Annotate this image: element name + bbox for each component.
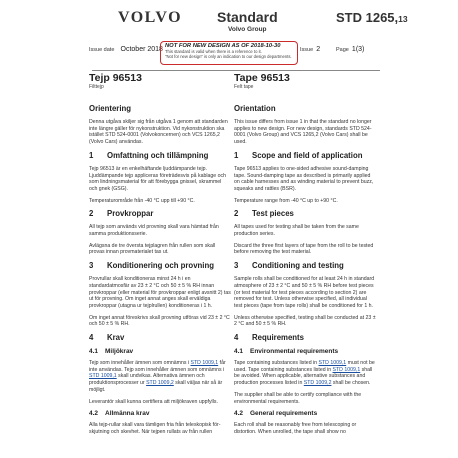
std-1009-1-link[interactable]: STD 1009,1: [332, 366, 361, 373]
swedish-column: [89, 72, 231, 441]
english-section-3-title: Conditioning and testing: [252, 261, 344, 271]
text-segment: shall be avoided. When applicable, alternative substances and production processes listed in: [234, 366, 373, 387]
issue-date-label: Issue date: [89, 47, 115, 53]
english-section-4-2-heading: [234, 410, 376, 417]
english-orientation-text: This issue differs from issue 1 in that the standard no longer applies to new design. For new design, standards STD 524-0001 (Volvo Group) and VCS 1265,2 (Volvo Cars) shall be used.: [234, 119, 372, 146]
swedish-section-4-number: 4: [89, 333, 94, 343]
english-section-1-number: 1: [234, 150, 239, 160]
english-section-4-1-number: 4.1: [234, 348, 244, 356]
volvo-logo: VOLVO: [118, 9, 183, 26]
english-subtitle: Felt tape: [234, 84, 254, 90]
text-segment: skall väljas när så är möjligt.: [89, 380, 223, 393]
english-orientation-heading: Orientation: [234, 104, 276, 113]
swedish-section-3-number: 3: [89, 261, 94, 271]
swedish-section-3-title: Konditionering och provning: [107, 261, 214, 271]
swedish-section-4-1-heading: [89, 348, 231, 355]
swedish-section-2-number: 2: [89, 209, 94, 219]
swedish-section-2-text-2: Avlägsna de tre översta tejplagren från rullen som skall provas innan provmaterialet tas ut.: [89, 242, 216, 256]
notice-heading: NOT FOR NEW DESIGN AS OF 2018-10-30: [165, 43, 281, 49]
issue-date-row: [89, 46, 163, 53]
english-section-1-heading: [234, 151, 376, 160]
english-section-4-1-text-2: The supplier shall be able to certify compliance with the environmental requirements.: [234, 391, 362, 405]
english-section-4-1-text-1: [234, 360, 376, 387]
swedish-section-4-title: Krav: [107, 333, 125, 343]
english-section-4-title: Requirements: [252, 333, 304, 343]
english-section-3-text-2: Unless otherwise specified, testing shall be conducted at 23 ± 2 °C and 50 ± 5 % RH.: [234, 314, 376, 328]
english-section-1-text-2: Temperature range from -40 °C up to +90 °C.: [234, 197, 338, 204]
text-segment: Tape containing substances listed in: [234, 360, 319, 367]
english-section-1-text-1: Tape 96513 applies to one-sided adhesive sound-damping tape. Sound-damping tape as described is primarily applied on cable harnesses and as winding material to prevent buzz, squeaks and rattles (BSR).: [234, 165, 374, 192]
document-type: Standard: [217, 9, 278, 25]
issue-value: 2: [316, 46, 321, 53]
text-segment: får inte användas. Tejp som innehåller ämnen som omnämns i: [89, 360, 226, 373]
issue-row: [300, 46, 320, 53]
swedish-section-3-text-1: Provrullar skall konditioneras minst 24 h i en standardatmosfär av 23 ± 2 °C och 50 ± 5 % RH innan provkroppar (eller material för provkroppar enligt avsnitt 2) tas ut för provning. Om inget annat anges skall erväldiga provkroppar (utagna ur tejplrullen) konditioneras i 1 h.: [89, 276, 231, 309]
english-section-3-text-1: Sample rolls shall be conditioned for at least 24 h in standard atmosphere of 23 ± 2 °C and 50 ± 5 % RH before test pieces (or test material for test pieces according to section 2) are removed for test. Unless otherwise specified, all individual test pieces (tape from tape rolls) shall be conditioned for 1 h.: [234, 276, 375, 309]
swedish-orientation-heading: Orientering: [89, 104, 132, 113]
text-segment: skall undvikas. Alternativa ämnen och produktionsprocesser ur: [89, 373, 205, 387]
english-section-4-1-title: Environmental requirements: [250, 348, 339, 356]
standard-number-main: STD 1265,: [336, 10, 399, 25]
english-section-2-number: 2: [234, 209, 239, 219]
swedish-section-2-text-1: All tejp som används vid provning skall vara hämtad från samma produktionsserie.: [89, 224, 219, 238]
text-segment: shall be chosen.: [331, 380, 371, 387]
swedish-section-1-text-1: Tejp 96513 är en enkelhäftande ljuddämpande tejp. Ljuddämpande tejp appliceras företrädesvis på kablage och som lindningsmaterial för att förebygga gnissel, skrammel och gnek (GSG).: [89, 165, 226, 192]
english-section-3-number: 3: [234, 261, 239, 271]
std-1009-1-link[interactable]: STD 1009,1: [318, 360, 347, 367]
swedish-section-1-title: Omfattning och tillämpning: [107, 150, 209, 160]
swedish-orientation-text: Denna utgåva skiljer sig från utgåva 1 genom att standarden inte längre gäller för nykonstruktion. Vid nykonstruktion ska istället STD 524-0001 (Volvokoncernen) och VCS 1265,2 (Volvo Cars) användas.: [89, 119, 228, 146]
page-label: Page: [336, 47, 349, 53]
english-section-3-heading: [234, 261, 376, 270]
english-section-2-text-2: Discard the three first layers of tape from the roll to be tested before removing the test material.: [234, 242, 374, 256]
swedish-section-2-title: Provkroppar: [107, 209, 154, 219]
std-1009-2-link[interactable]: STD 1009,2: [303, 380, 332, 387]
std-1009-1-link[interactable]: STD 1009,1: [89, 373, 117, 380]
page-row: [336, 46, 364, 53]
swedish-section-3-heading: [89, 261, 231, 270]
swedish-section-4-1-number: 4.1: [89, 348, 99, 356]
swedish-section-4-1-title: Miljökrav: [105, 348, 134, 356]
english-section-2-heading: [234, 209, 376, 218]
header-divider: [92, 70, 380, 71]
english-section-2-title: Test pieces: [252, 209, 294, 219]
std-1009-2-link[interactable]: STD 1009,2: [146, 380, 174, 387]
swedish-section-4-heading: [89, 333, 231, 342]
swedish-title: Tejp 96513: [89, 72, 142, 84]
swedish-section-1-heading: [89, 151, 231, 160]
not-for-new-design-notice: [160, 41, 298, 65]
swedish-section-4-2-title: Allmänna krav: [105, 410, 150, 418]
english-section-4-heading: [234, 333, 376, 342]
english-section-4-2-text: Each roll shall be reasonably free from telescoping or distortion. When unrolled, the tape shall show no: [234, 422, 357, 435]
swedish-section-3-text-2: Om inget annat föreskrivs skall provning utföras vid 23 ± 2 °C och 50 ± 5 % RH.: [89, 314, 230, 328]
swedish-section-1-number: 1: [89, 150, 94, 160]
swedish-subtitle: Filttejp: [89, 84, 104, 90]
english-column: [234, 72, 376, 441]
english-title: Tape 96513: [234, 72, 290, 84]
english-section-2-text-1: All tapes used for testing shall be taken from the same production series.: [234, 224, 359, 238]
swedish-section-1-text-2: Temperaturområde från -40 °C upp till +90 °C.: [89, 197, 195, 204]
issue-date-value: October 2018: [120, 46, 163, 53]
swedish-section-4-1-text-2: Leverantör skall kunna certifiera att miljökraven uppfylls.: [89, 398, 218, 405]
notice-line-2: "Not for new design" is only an indication to our design departments.: [165, 54, 292, 59]
swedish-section-4-2-heading: [89, 410, 231, 417]
english-section-4-2-number: 4.2: [234, 410, 244, 418]
swedish-section-4-2-number: 4.2: [89, 410, 99, 418]
organization-name: Volvo Group: [228, 26, 267, 33]
english-section-4-2-title: General requirements: [250, 410, 318, 418]
standard-version: 13: [398, 14, 408, 24]
swedish-section-4-2-text: Alla tejp-rullar skall vara tämligen fria från teleskopisk för-skjutning och skevhet. När tejpen rullats av från rullen: [89, 422, 221, 435]
english-section-4-1-heading: [234, 348, 376, 355]
page-value: 1(3): [351, 46, 365, 53]
text-segment: must not be used. Tape containing substances listed in: [234, 360, 375, 373]
issue-label: Issue: [300, 47, 314, 53]
text-segment: Tejp som innehåller ämnen som omnämns i: [89, 360, 191, 367]
swedish-section-4-1-text-1: [89, 360, 231, 394]
english-section-4-number: 4: [234, 333, 239, 343]
standard-number: [336, 10, 408, 25]
swedish-section-2-heading: [89, 209, 231, 218]
notice-line-1: This standard is valid when there is a reference to it.: [165, 49, 262, 54]
std-1009-1-link[interactable]: STD 1009,1: [190, 360, 219, 367]
english-section-1-title: Scope and field of application: [252, 150, 363, 160]
